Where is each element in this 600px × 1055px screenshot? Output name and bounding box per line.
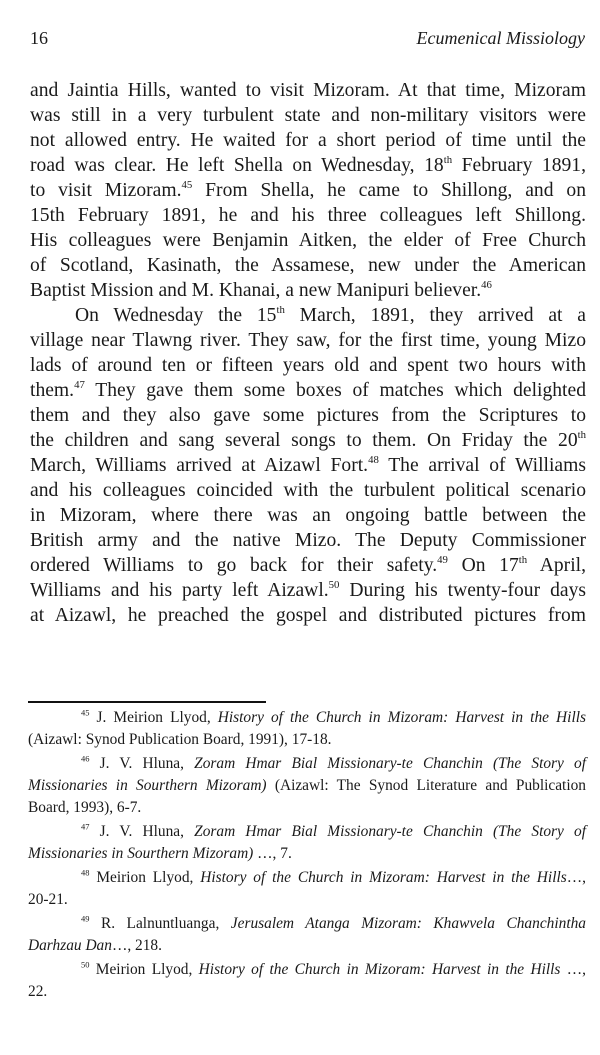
footnote-divider (28, 701, 266, 703)
text-line (30, 203, 586, 228)
text-segment: Zoram Hmar Bial Missionary-te Chanchin (The Story of (194, 755, 587, 772)
footnote-marker: th (443, 153, 453, 166)
footnote (28, 959, 586, 1003)
text-line (28, 913, 586, 935)
text-segment: 22. (28, 983, 48, 1000)
page-number: 16 (30, 28, 48, 48)
text-segment: of Scotland, Kasinath, the Assamese, new under the American (30, 255, 586, 276)
footnote-marker: 45 (81, 707, 90, 718)
text-segment: February 1891, (452, 155, 586, 176)
text-segment: …, (566, 869, 586, 886)
text-line (30, 478, 586, 503)
paragraph (30, 78, 586, 303)
text-line (30, 303, 586, 328)
text-line (30, 353, 586, 378)
text-segment: was still in a very turbulent state and non-military visitors were (30, 105, 586, 126)
text-line (28, 867, 586, 889)
footnote (28, 867, 586, 911)
text-line (28, 729, 586, 751)
text-segment: …, (560, 961, 586, 978)
text-segment: Meirion Llyod, (89, 961, 199, 978)
text-segment: March, Williams arrived at Aizawl Fort. (30, 455, 369, 476)
text-segment: village near Tlawng river. They saw, for the first time, young Mizo (30, 330, 586, 351)
text-line (30, 278, 586, 303)
text-line (30, 128, 586, 153)
text-segment: Williams and his party left Aizawl. (30, 580, 329, 601)
footnote-marker: th (577, 428, 586, 441)
text-segment: British army and the native Mizo. The Deputy Commissioner (30, 530, 586, 551)
footnote-marker: 48 (81, 867, 90, 878)
text-line (28, 797, 586, 819)
text-segment: They gave them some boxes of matches which delighted (84, 380, 586, 401)
text-line (30, 253, 586, 278)
text-segment: road was clear. He left Shella on Wednesday, 18 (30, 155, 444, 176)
text-segment: them. (30, 380, 75, 401)
text-segment: Board, 1993), 6-7. (28, 799, 142, 816)
text-line (30, 578, 586, 603)
text-line (30, 78, 586, 103)
text-segment: J. Meirion Llyod, (89, 709, 218, 726)
footnote (28, 753, 586, 819)
text-segment: not allowed entry. He waited for a short period of time until the (30, 130, 586, 151)
text-line (28, 753, 586, 775)
text-segment: …, 7. (253, 845, 292, 862)
footnote-marker: 49 (81, 913, 90, 924)
text-segment: in Mizoram, where there was an ongoing battle between the (30, 505, 586, 526)
body-text (30, 78, 586, 628)
text-segment: On 17 (447, 555, 519, 576)
text-line (30, 603, 586, 628)
text-segment: Meirion Llyod, (89, 869, 201, 886)
text-line (30, 553, 586, 578)
footnote-marker: 49 (437, 553, 448, 566)
text-segment: History of the Church in Mizoram: Harvest in the Hills (198, 961, 561, 978)
footnote-marker: 46 (81, 753, 90, 764)
text-line (28, 775, 586, 797)
text-segment: 15th February 1891, he and his three colleagues left Shillong. (30, 205, 586, 226)
footnote (28, 913, 586, 957)
text-segment: Darhzau Dan (28, 937, 112, 954)
text-segment: His colleagues were Benjamin Aitken, the elder of Free Church (30, 230, 586, 251)
text-line (30, 178, 586, 203)
footnote-marker: 47 (74, 378, 85, 391)
text-segment: to visit Mizoram. (30, 180, 182, 201)
footnote (28, 821, 586, 865)
text-line (30, 228, 586, 253)
text-line (28, 981, 586, 1003)
text-segment: On Wednesday the 15 (75, 305, 277, 326)
text-line (28, 707, 586, 729)
text-segment: J. V. Hluna, (89, 755, 195, 772)
footnote-marker: 50 (328, 578, 340, 591)
footnote-marker: th (518, 553, 528, 566)
text-line (30, 503, 586, 528)
text-segment: (Aizawl: Synod Publication Board, 1991), 17-18. (28, 731, 332, 748)
text-line (30, 153, 586, 178)
footnote-marker: 50 (81, 959, 90, 970)
text-segment: the children and sang several songs to them. On Friday the 20 (30, 430, 578, 451)
text-segment: R. Lalnuntluanga, (89, 915, 231, 932)
paragraph (30, 303, 586, 628)
footnote-marker: 48 (368, 453, 379, 466)
text-line (30, 103, 586, 128)
text-segment: Missionaries in Sourthern Mizoram) (28, 845, 254, 862)
text-segment: (Aizawl: The Synod Literature and Publication (266, 777, 586, 794)
text-segment: them and they also gave some pictures from the Scriptures to (30, 405, 586, 426)
text-segment: The arrival of Williams (378, 455, 586, 476)
footnote-marker: 46 (481, 278, 492, 291)
text-segment: and his colleagues coincided with the turbulent political scenario (30, 480, 586, 501)
text-segment: Jerusalem Atanga Mizoram: Khawvela Chanchintha (230, 915, 586, 932)
text-segment: lads of around ten or fifteen years old and spent two hours with (30, 355, 586, 376)
footnote-marker: 47 (81, 821, 90, 832)
running-head: Ecumenical Missiology (416, 28, 585, 48)
text-line (30, 403, 586, 428)
text-line (30, 328, 586, 353)
text-segment: Zoram Hmar Bial Missionary-te Chanchin (The Story of (194, 823, 587, 840)
text-segment: 20-21. (28, 891, 68, 908)
text-line (30, 428, 586, 453)
text-segment: ordered Williams to go back for their safety. (30, 555, 438, 576)
text-line (30, 453, 586, 478)
text-segment: and Jaintia Hills, wanted to visit Mizoram. At that time, Mizoram (30, 80, 586, 101)
footnote-marker: th (276, 303, 285, 316)
text-segment: J. V. Hluna, (89, 823, 195, 840)
text-segment: History of the Church in Mizoram: Harvest in the Hills (217, 709, 586, 726)
text-line (28, 935, 586, 957)
footnotes (28, 707, 586, 1005)
text-line (28, 821, 586, 843)
text-segment: During his twenty-four days (339, 580, 586, 601)
text-segment: History of the Church in Mizoram: Harvest in the Hills (200, 869, 567, 886)
text-line (30, 528, 586, 553)
text-line (30, 378, 586, 403)
text-line (28, 889, 586, 911)
footnote (28, 707, 586, 751)
text-segment: March, 1891, they arrived at a (284, 305, 586, 326)
text-segment: …, 218. (111, 937, 162, 954)
text-segment: From Shella, he came to Shillong, and on (192, 180, 586, 201)
text-segment: at Aizawl, he preached the gospel and distributed pictures from (30, 605, 586, 626)
text-segment: April, (527, 555, 586, 576)
text-segment: Baptist Mission and M. Khanai, a new Manipuri believer. (30, 280, 482, 301)
text-line (28, 843, 586, 865)
footnote-marker: 45 (181, 178, 193, 191)
text-line (28, 959, 586, 981)
text-segment: Missionaries in Sourthern Mizoram) (28, 777, 267, 794)
